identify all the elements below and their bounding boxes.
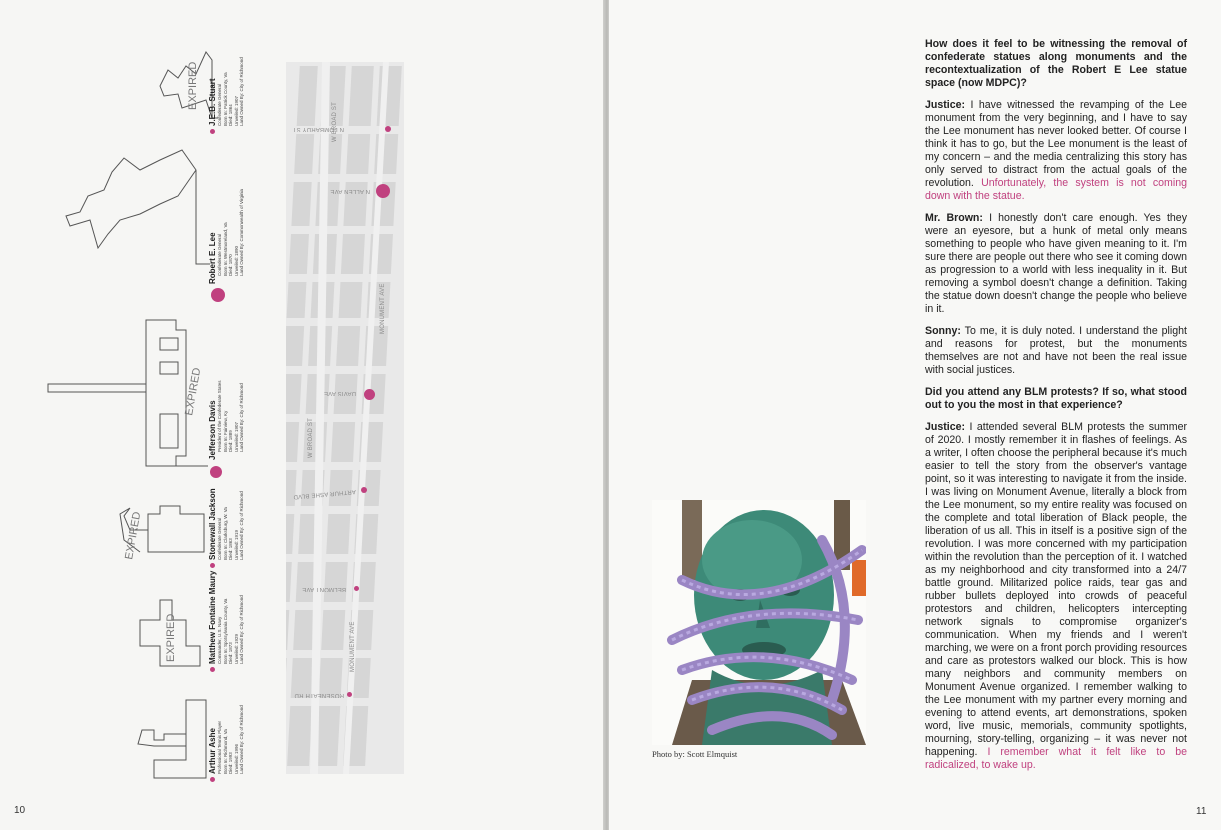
highlighted-quote: I remember what it felt like to be radicalized, to wake up.	[925, 746, 1187, 771]
marker-davis	[210, 466, 222, 478]
map-marker-davis	[364, 389, 375, 400]
statue-photo	[652, 500, 866, 745]
statue-label-jackson: Stonewall Jackson Confederate General Born In: Clarksburg, W. Va Died: 1863 Unveiled: 1919 Land Owned By: City of Richmond	[208, 488, 245, 568]
map-label-allen: N ALLEN AVE	[330, 188, 370, 194]
statue-details: Professional Tennis Player Born In: Richmond, Va Died: 1993 Unveiled: 1996 Land Owned By: City of Richmond	[217, 705, 244, 774]
page-number-right: 11	[1196, 806, 1207, 817]
davis-colonnade-2	[160, 362, 178, 374]
speaker-label: Justice:	[925, 421, 966, 433]
question-1: How does it feel to be witnessing the removal of confederate statues along monuments and the recontextualization of the Robert E Lee statue space (now MDPC)?	[925, 38, 1187, 89]
expired-stamp-jackson: EXPIRED	[123, 510, 144, 561]
davis-colonnade-3	[160, 414, 178, 448]
answer-justice-2	[925, 421, 1187, 772]
map-marker-jackson	[361, 487, 367, 493]
map-label-ashe-blvd: ARTHUR ASHE BLVD	[293, 488, 356, 500]
statue-label-stuart: J.E.B. Stuart Confederate General Born In: Patrick County, Va Died: 1864 Unveiled: 1907 Land Owned By: City of Richmond	[208, 57, 245, 134]
robert-e-lee-outline	[66, 150, 210, 264]
arthur-ashe-outline	[138, 700, 206, 778]
answer-sonny	[925, 325, 1187, 377]
map-label-lombardy: N LOMBARDY ST	[292, 126, 344, 132]
answer-text: To me, it is duly noted. I understand the plight and reasons for protest, but the monuments themselves are not and have not been the real issue with social justices.	[925, 325, 1187, 376]
statue-details: President of the Confederate States Born In: Fairview, Ky Died: 1889 Unveiled: 1907 Land Owned By: City of Richmond	[217, 380, 244, 452]
expired-stamp-davis: EXPIRED	[183, 366, 204, 417]
highlighted-quote: Unfortunately, the system is not coming down with the statue.	[925, 177, 1188, 202]
left-page	[0, 0, 606, 830]
page-number-left: 10	[14, 805, 26, 816]
photo-caption: Photo by: Scott Elmquist	[652, 749, 738, 759]
map-blocks	[286, 62, 404, 774]
map-label-monument-ave-2: MONUMENT AVE	[350, 621, 356, 672]
expired-stamp-maury: EXPIRED	[165, 613, 177, 662]
answer-mr-brown	[925, 212, 1187, 316]
question-2: Did you attend any BLM protests? If so, what stood out to you the most in that experience?	[925, 386, 1187, 411]
speaker-label: Sonny:	[925, 325, 961, 337]
street-map	[286, 62, 404, 774]
statue-label-lee: Robert E. Lee Confederate General Born In: Westmoreland, Va Died: 1870 Unveiled: 1890 Land Owned By: Commonwealth of Virginia	[208, 189, 244, 284]
statue-label-maury: Matthew Fontaine Maury Commander, U.S. Navy Born In: Spotsylvania County, Va Died: 1873 Unveiled: 1929 Land Owned By: City of Richmond	[208, 571, 245, 672]
map-marker-stuart	[385, 126, 391, 132]
marker-dot	[210, 667, 215, 672]
bronze-head-with-ropes-image	[652, 500, 866, 745]
map-marker-ashe	[347, 692, 352, 697]
map-marker-lee	[376, 184, 390, 198]
marker-dot	[210, 563, 215, 568]
marker-dot	[210, 777, 215, 782]
statue-details: Confederate General Born In: Patrick County, Va Died: 1864 Unveiled: 1907 Land Owned By: City of Richmond	[217, 57, 244, 126]
statue-silhouettes	[0, 0, 290, 800]
answer-text: I attended several BLM protests the summer of 2020. I mostly remember it in flashes of feelings. As a writer, I often choose the peripheral because it's much easier to tell the story from the observer's vantage point, so it was interesting to navigate it from the inside. I was living on Monument Avenue, literally a block from the Lee monument, so my entire reality was focused on the complete and total liberation of Black people, the liberation of us all. This in itself is a positive sign of the revolution. I was more concerned with my participation within the revolution than the perception of it. I watched as my neighborhood and city transformed into a 24/7 battle ground. Militarized police raids, tear gas and rubber bullets deployed into crowds of peaceful protestors and children, helicopters intercepting network signals to compromise organizer's communication. When my friends and I weren't marching, we were on a front porch providing resources and care as protestors walked our block. This is how many neighbors and community members on Monument Avenue organized. I remember walking to the Lee monument with my partner every morning and evening to attend events, art demonstrations, spoken word, live music, memorials, community spotlights, mourning, story-telling, organizing – it was never not happening.	[925, 421, 1187, 758]
speaker-label: Mr. Brown:	[925, 212, 983, 224]
marker-dot	[210, 129, 215, 134]
statue-details: Confederate General Born In: Westmoreland, Va Died: 1870 Unveiled: 1890 Land Owned By: Commonwealth of Virginia	[217, 189, 244, 276]
statue-label-ashe: Arthur Ashe Professional Tennis Player Born In: Richmond, Va Died: 1993 Unveiled: 1996 Land Owned By: City of Richmond	[208, 705, 245, 782]
interview-text	[925, 38, 1187, 781]
map-label-w-broad-st-1: W BROAD ST	[332, 101, 338, 142]
speaker-label: Justice:	[925, 99, 966, 111]
jefferson-davis-outline	[48, 320, 208, 466]
answer-text: I honestly don't care enough. Yes they were an eyesore, but a hunk of metal only means something to people who have given meaning to it. I'm sure there are people out there who see it coming down as progression to a world with less inequality in it. But removing a symbol doesn't change a definition. Taking the statue down doesn't change the people who believe in it.	[925, 212, 1187, 315]
map-label-roseneath: ROSENEATH RD	[294, 692, 344, 698]
map-label-davis: DAVIS AVE	[323, 390, 356, 396]
expired-stamp-stuart: EXPIRED	[187, 61, 199, 110]
marker-lee	[211, 288, 225, 302]
map-marker-maury	[354, 586, 359, 591]
answer-text: I have witnessed the revamping of the Lee monument from the very beginning, and I have to say the Lee monument has never looked better. Of course I think it has to go, but the Lee monument is the least of my concern – and the media centralizing this story has only served to distract from the actual goals of the revolution.	[925, 99, 1187, 189]
map-label-belmont: BELMONT AVE	[302, 586, 346, 592]
statue-label-davis: Jefferson Davis President of the Confederate States Born In: Fairview, Ky Died: 1889 Unveiled: 1907 Land Owned By: City of Richmond	[208, 380, 244, 460]
davis-colonnade-1	[160, 338, 178, 350]
right-page	[609, 0, 1221, 830]
map-label-monument-ave-1: MONUMENT AVE	[380, 283, 386, 334]
map-label-w-broad-st-2: W BROAD ST	[308, 417, 314, 458]
statue-details: Commander, U.S. Navy Born In: Spotsylvania County, Va Died: 1873 Unveiled: 1929 Land Owned By: City of Richmond	[217, 595, 244, 664]
answer-justice-1	[925, 99, 1187, 203]
statue-details: Confederate General Born In: Clarksburg, W. Va Died: 1863 Unveiled: 1919 Land Owned By: City of Richmond	[217, 491, 244, 560]
